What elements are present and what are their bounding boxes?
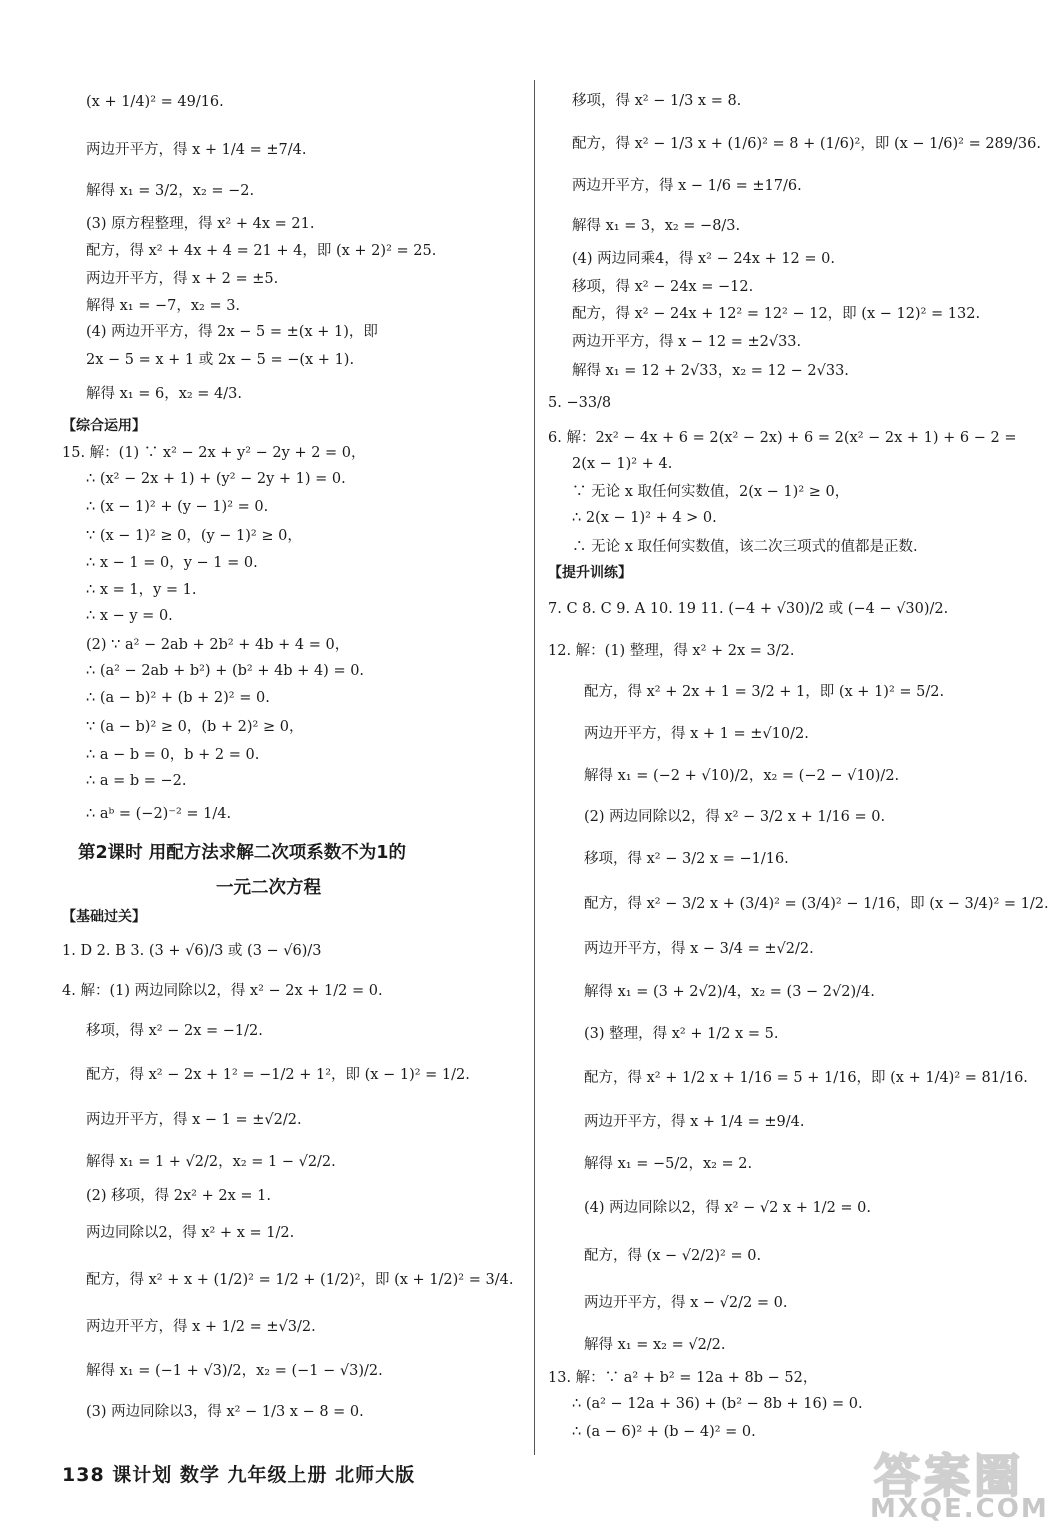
text-line: ∴ aᵇ = (−2)⁻² = 1/4. [86, 806, 232, 822]
text-line: 移项，得 x² − 2x = −1/2. [86, 1022, 263, 1039]
text-line: 解得 x₁ = (−1 + √3)/2，x₂ = (−1 − √3)/2. [86, 1362, 383, 1379]
text-line: 两边同除以2，得 x² + x = 1/2. [86, 1224, 295, 1241]
text-line: (x + 1/4)² = 49/16. [86, 94, 224, 110]
text-line: 配方，得 x² − 2x + 1² = −1/2 + 1²，即 (x − 1)² = 1/2. [86, 1066, 470, 1083]
left-column [62, 78, 522, 1430]
text-line: (2) 两边同除以2，得 x² − 3/2 x + 1/16 = 0. [584, 808, 886, 825]
text-line: (4) 两边同除以2，得 x² − √2 x + 1/2 = 0. [584, 1199, 871, 1216]
page-footer: 138 课计划 数学 九年级上册 北师大版 [62, 1464, 416, 1486]
section-heading: 【基础过关】 [62, 909, 146, 925]
right-column [548, 78, 1049, 1445]
text-line: 12. 解：(1) 整理，得 x² + 2x = 3/2. [548, 642, 795, 659]
column-divider [534, 80, 535, 1455]
text-line: 解得 x₁ = 3，x₂ = −8/3. [572, 217, 741, 234]
text-line: 解得 x₁ = 1 + √2/2，x₂ = 1 − √2/2. [86, 1153, 336, 1170]
text-line: 移项，得 x² − 1/3 x = 8. [572, 92, 742, 109]
text-line: (2) ∵ a² − 2ab + 2b² + 4b + 4 = 0， [86, 636, 350, 653]
text-line: 解得 x₁ = −7，x₂ = 3. [86, 297, 241, 314]
text-line: 两边开平方，得 x + 1/2 = ±√3/2. [86, 1318, 316, 1335]
text-line: 解得 x₁ = 12 + 2√33，x₂ = 12 − 2√33. [572, 362, 849, 379]
text-line: ∴ a = b = −2. [86, 772, 187, 789]
section-heading: 【提升训练】 [548, 565, 632, 581]
text-line: (3) 两边同除以3，得 x² − 1/3 x − 8 = 0. [86, 1403, 364, 1420]
text-line: 两边开平方，得 x − 12 = ±2√33. [572, 333, 802, 350]
text-line: ∴ a − b = 0，b + 2 = 0. [86, 746, 260, 763]
text-line: ∴ x − 1 = 0，y − 1 = 0. [86, 555, 258, 571]
text-line: 两边开平方，得 x + 1/4 = ±7/4. [86, 141, 307, 158]
text-line: 4. 解：(1) 两边同除以2，得 x² − 2x + 1/2 = 0. [62, 982, 383, 999]
lesson-title: 一元二次方程 [216, 877, 321, 898]
text-line: ∴ x − y = 0. [86, 607, 173, 624]
text-line: 移项，得 x² − 3/2 x = −1/16. [584, 850, 789, 867]
text-line: ∴ (x − 1)² + (y − 1)² = 0. [86, 498, 269, 515]
text-line: 两边开平方，得 x − 3/4 = ±√2/2. [584, 940, 814, 957]
text-line: 配方，得 (x − √2/2)² = 0. [584, 1247, 762, 1264]
text-line: ∵ (a − b)² ≥ 0，(b + 2)² ≥ 0， [86, 719, 304, 735]
text-line: 配方，得 x² + 1/2 x + 1/16 = 5 + 1/16，即 (x + 1/4)² = 81/16. [584, 1069, 1028, 1086]
text-line: (2) 移项，得 2x² + 2x = 1. [86, 1187, 271, 1204]
section-heading: 【综合运用】 [62, 418, 146, 434]
text-line: 配方，得 x² − 3/2 x + (3/4)² = (3/4)² − 1/16，即 (x − 3/4)² = 1/2. [584, 895, 1049, 912]
text-line: 1. D 2. B 3. (3 + √6)/3 或 (3 − √6)/3 [62, 942, 322, 959]
text-line: 解得 x₁ = −5/2，x₂ = 2. [584, 1155, 753, 1172]
text-line: 两边开平方，得 x + 1 = ±√10/2. [584, 725, 809, 742]
text-line: ∴ (a − 6)² + (b − 4)² = 0. [572, 1423, 756, 1440]
text-line: 6. 解：2x² − 4x + 6 = 2(x² − 2x) + 6 = 2(x² − 2x + 1) + 6 − 2 = [548, 429, 1017, 446]
text-line: 移项，得 x² − 24x = −12. [572, 278, 754, 295]
text-line: 2(x − 1)² + 4. [572, 455, 673, 472]
text-line: 配方，得 x² + 4x + 4 = 21 + 4，即 (x + 2)² = 25. [86, 243, 437, 259]
text-line: 配方，得 x² − 1/3 x + (1/6)² = 8 + (1/6)²，即 (x − 1/6)² = 289/36. [572, 135, 1041, 152]
text-line: (4) 两边开平方，得 2x − 5 = ±(x + 1)，即 [86, 324, 378, 340]
text-line: 解得 x₁ = 3/2，x₂ = −2. [86, 182, 255, 199]
text-line: 两边开平方，得 x + 1/4 = ±9/4. [584, 1113, 805, 1130]
text-line: 2x − 5 = x + 1 或 2x − 5 = −(x + 1). [86, 351, 355, 368]
text-line: (3) 整理，得 x² + 1/2 x = 5. [584, 1025, 779, 1042]
text-line: ∴ (a² − 12a + 36) + (b² − 8b + 16) = 0. [572, 1396, 863, 1412]
text-line: ∴ 无论 x 取任何实数值，该二次三项式的值都是正数. [572, 539, 918, 555]
text-line: 5. −33/8 [548, 395, 612, 411]
text-line: ∴ (x² − 2x + 1) + (y² − 2y + 1) = 0. [86, 471, 346, 487]
lesson-title: 第2课时 用配方法求解二次项系数不为1的 [78, 842, 406, 863]
text-line: 解得 x₁ = (3 + 2√2)/4，x₂ = (3 − 2√2)/4. [584, 983, 875, 1000]
text-line: 解得 x₁ = x₂ = √2/2. [584, 1336, 726, 1353]
watermark-top: 答案圈 [874, 1449, 1024, 1503]
text-line: 15. 解：(1) ∵ x² − 2x + y² − 2y + 2 = 0， [62, 445, 366, 461]
watermark-logo [860, 1440, 1050, 1530]
text-line: (4) 两边同乘4，得 x² − 24x + 12 = 0. [572, 251, 835, 267]
text-line: 两边开平方，得 x − 1 = ±√2/2. [86, 1111, 302, 1128]
text-line: 解得 x₁ = 6，x₂ = 4/3. [86, 385, 242, 402]
text-line: 配方，得 x² + x + (1/2)² = 1/2 + (1/2)²，即 (x + 1/2)² = 3/4. [86, 1271, 514, 1288]
text-line: 两边开平方，得 x + 2 = ±5. [86, 270, 279, 287]
text-line: 两边开平方，得 x − √2/2 = 0. [584, 1294, 788, 1311]
text-line: ∴ (a − b)² + (b + 2)² = 0. [86, 690, 270, 706]
text-line: 13. 解：∵ a² + b² = 12a + 8b − 52， [548, 1370, 818, 1386]
text-line: 解得 x₁ = (−2 + √10)/2，x₂ = (−2 − √10)/2. [584, 767, 900, 784]
text-line: ∴ (a² − 2ab + b²) + (b² + 4b + 4) = 0. [86, 662, 365, 679]
text-line: 两边开平方，得 x − 1/6 = ±17/6. [572, 177, 802, 194]
text-line: ∵ (x − 1)² ≥ 0，(y − 1)² ≥ 0， [86, 527, 302, 544]
text-line: ∴ x = 1，y = 1. [86, 582, 197, 598]
text-line: ∵ 无论 x 取任何实数值，2(x − 1)² ≥ 0， [572, 484, 850, 500]
text-line: 配方，得 x² − 24x + 12² = 12² − 12，即 (x − 12)² = 132. [572, 306, 981, 322]
watermark-bottom: MXQE.COM [870, 1494, 1049, 1524]
text-line: ∴ 2(x − 1)² + 4 > 0. [572, 510, 717, 526]
text-line: (3) 原方程整理，得 x² + 4x = 21. [86, 215, 315, 232]
text-line: 7. C 8. C 9. A 10. 19 11. (−4 + √30)/2 或 (−4 − √30)/2. [548, 600, 949, 617]
text-line: 配方，得 x² + 2x + 1 = 3/2 + 1，即 (x + 1)² = 5/2. [584, 683, 945, 700]
